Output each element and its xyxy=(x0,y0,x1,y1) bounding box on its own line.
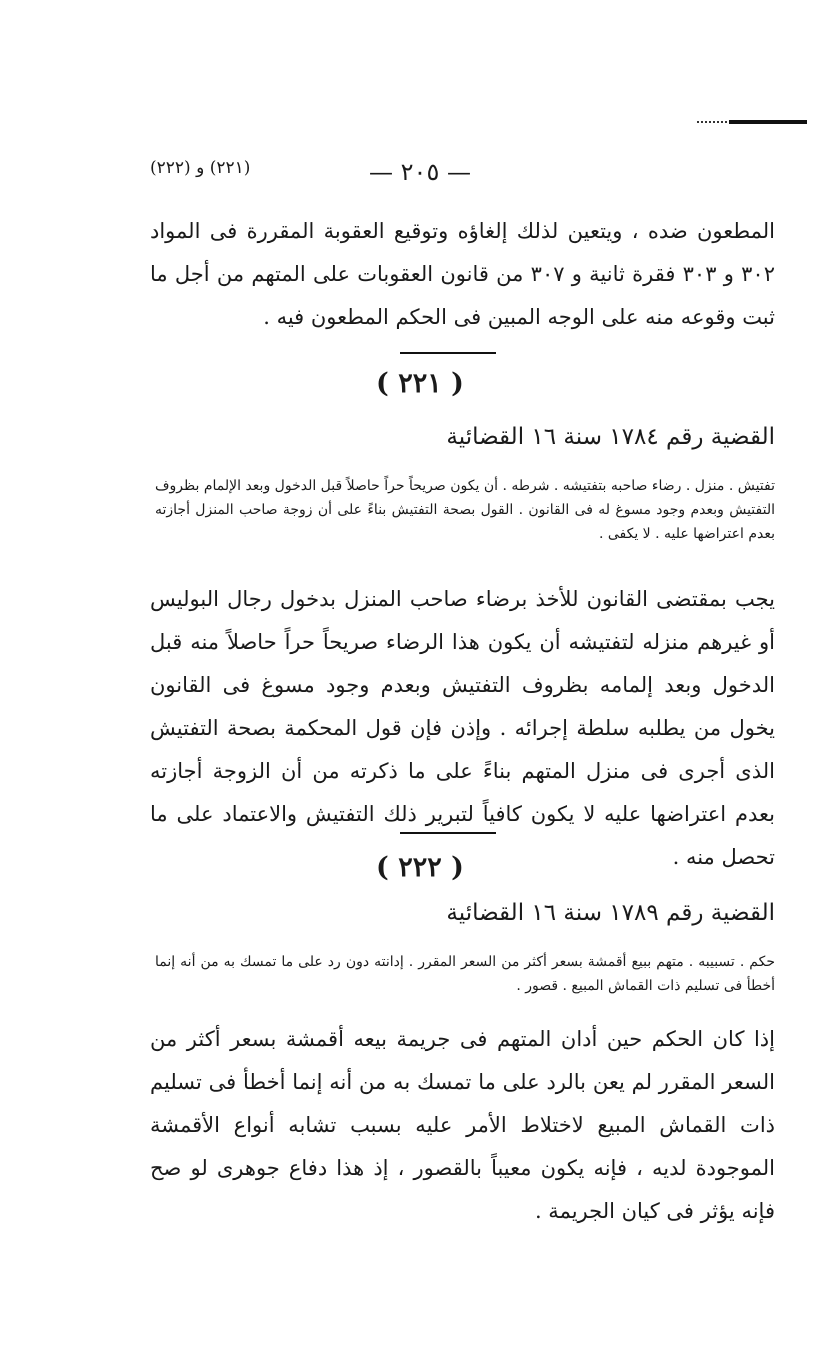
running-header-case-refs: (٢٢١) و (٢٢٢) xyxy=(150,158,251,178)
scan-corner-bar xyxy=(729,120,807,124)
page-number: — ٢٠٥ — xyxy=(369,158,471,186)
scan-corner-mark xyxy=(697,120,807,126)
section-divider xyxy=(400,352,496,354)
intro-paragraph: المطعون ضده ، ويتعين لذلك إلغاؤه وتوقيع العقوبة المقررة فى المواد ٣٠٢ و ٣٠٣ فقرة ثانية و ٣٠٧ من قانون العقوبات على المتهم من أجل ما ثبت وقوعه منه على الوجه المبين فى الحكم المطعون فيه . xyxy=(150,219,775,329)
case-number-heading: ( ٢٢١ ) xyxy=(376,368,464,399)
case-body-paragraph: إذا كان الحكم حين أدان المتهم فى جريمة بيعه أقمشة بسعر أكثر من السعر المقرر لم يعن بالرد على ما تمسك به من أنه إنما أخطأ فى تسليم ذات القماش المبيع لاختلاط الأمر عليه بسبب تشابه أنواع الأقمشة الموجودة لديه ، فإنه يكون معيباً بالقصور ، إذ هذا دفاع جوهرى لو صح فإنه يؤثر فى كيان الجريمة . xyxy=(150,1027,775,1223)
case-number-heading: ( ٢٢٢ ) xyxy=(376,852,464,883)
case-reference: القضية رقم ١٧٨٩ سنة ١٦ القضائية xyxy=(446,900,775,926)
case-summary: تفتيش . منزل . رضاء صاحبه بتفتيشه . شرطه . أن يكون صريحاً حراً حاصلاً قبل الدخول وبعد الإلمام بظروف التفتيش وبعدم وجود مسوغ له فى القانون . القول بصحة التفتيش بناءً على أن زوجة صاحب المنزل أجازته بعدم اعتراضها عليه . لا يكفى . xyxy=(155,478,775,542)
scan-corner-dots xyxy=(697,121,727,123)
case-body-paragraph: يجب بمقتضى القانون للأخذ برضاء صاحب المنزل بدخول رجال البوليس أو غيرهم منزله لتفتيشه أن يكون هذا الرضاء صريحاً حراً حاصلاً منه قبل الدخول وبعد إلمامه بظروف التفتيش وبعدم وجود مسوغ فى القانون يخول من يطلبه سلطة إجرائه . وإذن فإن قول المحكمة بصحة التفتيش الذى أجرى فى منزل المتهم بناءً على ما ذكرته من أن الزوجة أجازته بعدم اعتراضها عليه لا يكون كافياً لتبرير ذلك التفتيش والاعتماد على ما تحصل منه . xyxy=(150,587,775,869)
case-summary: حكم . تسبيبه . متهم ببيع أقمشة بسعر أكثر من السعر المقرر . إدانته دون رد على ما تمسك به من أنه إنما أخطأ فى تسليم ذات القماش المبيع . قصور . xyxy=(155,954,775,994)
section-divider xyxy=(400,832,496,834)
case-reference: القضية رقم ١٧٨٤ سنة ١٦ القضائية xyxy=(446,424,775,450)
